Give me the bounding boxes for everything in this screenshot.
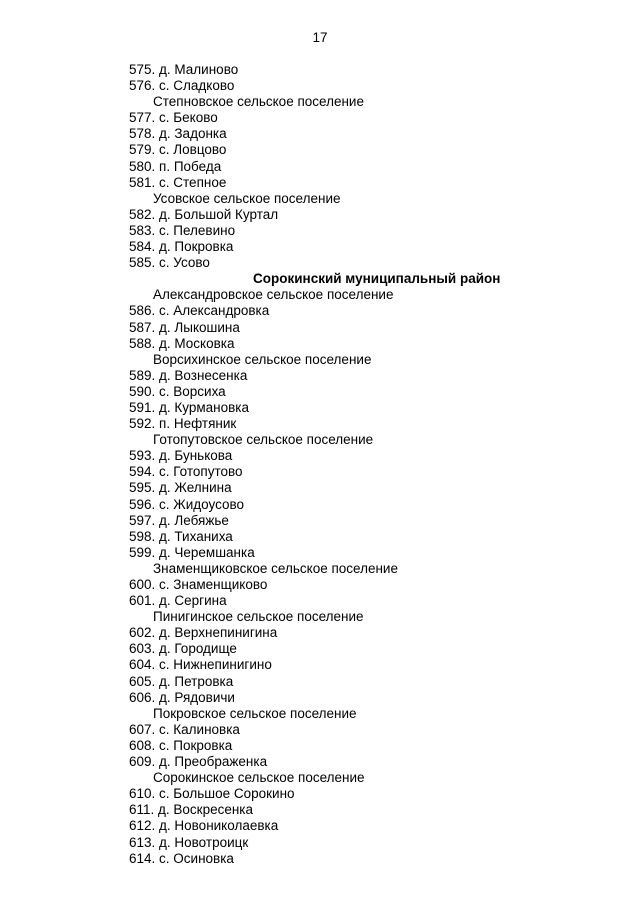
settlement-heading: Готопутовское сельское поселение [153, 432, 374, 448]
locality-entry: 584. д. Покровка [129, 239, 234, 255]
locality-entry: 589. д. Вознесенка [129, 367, 248, 383]
locality-entry: 612. д. Новониколаевка [129, 818, 279, 834]
settlement-heading: Сорокинское сельское поселение [153, 770, 365, 786]
locality-entry: 582. д. Большой Куртал [129, 206, 279, 222]
locality-entry: 592. п. Нефтяник [129, 416, 237, 432]
locality-entry: 604. с. Нижнепинигино [129, 657, 272, 673]
locality-entry: 613. д. Новотроицк [129, 834, 249, 850]
locality-entry: 600. с. Знаменщиково [129, 577, 268, 592]
locality-entry: 595. д. Желнина [129, 480, 232, 496]
locality-entry: 603. д. Городище [129, 641, 237, 657]
locality-list [129, 62, 600, 867]
page-number: 17 [312, 30, 328, 45]
locality-entry: 590. с. Ворсиха [129, 383, 226, 399]
locality-entry: 576. с. Сладково [129, 78, 235, 94]
locality-entry: 583. с. Пелевино [129, 222, 236, 238]
settlement-heading: Александровское сельское поселение [153, 287, 394, 303]
locality-entry: 609. д. Преображенка [129, 754, 268, 770]
locality-entry: 607. с. Калиновка [129, 721, 240, 737]
locality-entry: 596. с. Жидоусово [129, 496, 245, 512]
locality-entry: 608. с. Покровка [129, 737, 233, 753]
locality-entry: 579. с. Ловцово [129, 142, 227, 158]
locality-entry: 605. д. Петровка [129, 673, 234, 689]
locality-entry: 591. д. Курмановка [129, 399, 250, 415]
settlement-heading: Покровское сельское поселение [153, 705, 357, 721]
locality-entry: 585. с. Усово [129, 255, 210, 271]
locality-entry: 581. с. Степное [129, 174, 227, 190]
locality-entry: 606. д. Рядовичи [129, 689, 235, 705]
settlement-heading: Знаменщиковское сельское поселение [153, 560, 398, 576]
locality-entry: 587. д. Лыкошина [129, 319, 240, 335]
locality-entry: 614. с. Осиновка [129, 850, 234, 866]
locality-entry: 602. д. Верхнепинигина [129, 625, 278, 641]
locality-entry: 588. д. Московка [129, 335, 235, 351]
locality-entry: 594. с. Готопутово [129, 464, 243, 480]
locality-entry: 578. д. Задонка [129, 126, 227, 142]
locality-entry: 593. д. Бунькова [129, 448, 233, 464]
settlement-heading: Пинигинское сельское поселение [153, 609, 364, 625]
district-heading: Сорокинский муниципальный район [253, 271, 501, 287]
locality-entry: 580. п. Победа [129, 158, 222, 174]
settlement-heading: Усовское сельское поселение [153, 190, 341, 206]
locality-entry: 577. с. Беково [129, 110, 218, 126]
locality-entry: 599. д. Черемшанка [129, 544, 255, 560]
locality-entry: 597. д. Лебяжье [129, 512, 229, 528]
settlement-heading: Ворсихинское сельское поселение [153, 351, 372, 367]
locality-entry: 575. д. Малиново [129, 62, 239, 77]
locality-entry: 611. д. Воскресенка [129, 802, 254, 818]
locality-entry: 586. с. Александровка [129, 303, 270, 319]
settlement-heading: Степновское сельское поселение [153, 94, 364, 110]
locality-entry: 601. д. Сергина [129, 593, 227, 609]
locality-entry: 598. д. Тиханиха [129, 528, 233, 544]
locality-entry: 610. с. Большое Сорокино [129, 786, 295, 802]
